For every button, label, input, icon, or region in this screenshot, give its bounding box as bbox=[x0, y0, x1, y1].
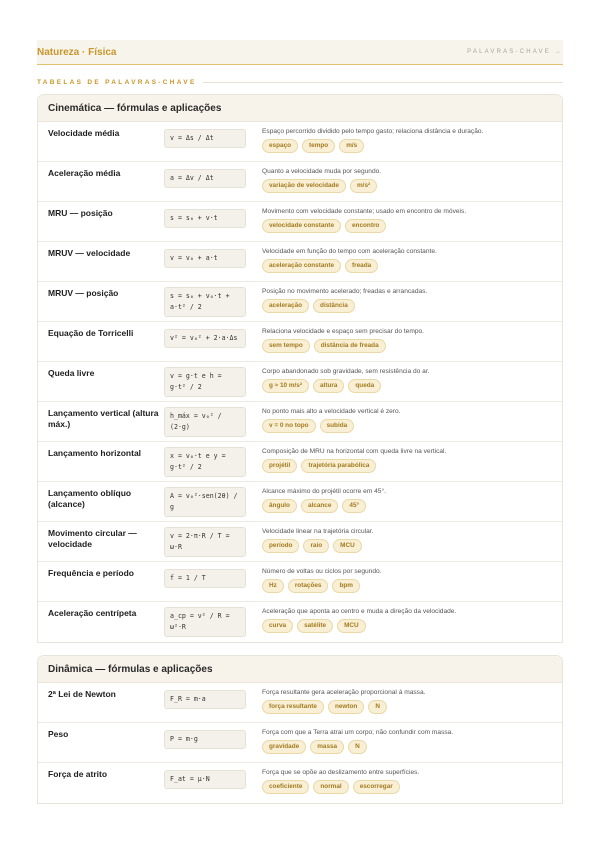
formula-code: a_cp = v² / R = ω²·R bbox=[164, 607, 246, 637]
formula-code: h_máx = v₀² / (2·g) bbox=[164, 407, 246, 437]
keyword-tag: newton bbox=[328, 700, 364, 714]
table-row bbox=[38, 282, 562, 322]
table-row bbox=[38, 602, 562, 642]
description-cell bbox=[260, 723, 562, 762]
description-cell bbox=[260, 162, 562, 201]
keyword-tag: Hz bbox=[262, 579, 284, 593]
card-title: Cinemática — fórmulas e aplicações bbox=[38, 95, 562, 122]
term-label: Lançamento oblíquo (alcance) bbox=[48, 488, 132, 509]
description-text: Movimento com velocidade constante; usado em encontro de móveis. bbox=[262, 208, 467, 215]
description-cell bbox=[260, 683, 562, 722]
keyword-tag: distância de freada bbox=[314, 339, 386, 353]
description-cell bbox=[260, 562, 562, 601]
keyword-tag: aceleração constante bbox=[262, 259, 341, 273]
term-label: Queda livre bbox=[48, 368, 95, 378]
table-row bbox=[38, 723, 562, 763]
keyword-tag: m/s² bbox=[350, 179, 377, 193]
term-label: Aceleração média bbox=[48, 168, 121, 178]
formula-code: v² = v₀² + 2·a·Δs bbox=[164, 329, 246, 348]
keyword-tag: 45° bbox=[342, 499, 366, 513]
description-text: Quanto a velocidade muda por segundo. bbox=[262, 168, 382, 175]
description-text: Aceleração que aponta ao centro e muda a direção da velocidade. bbox=[262, 608, 457, 615]
keyword-tag: trajetória parabólica bbox=[301, 459, 376, 473]
keyword-tag: ângulo bbox=[262, 499, 297, 513]
table-row bbox=[38, 362, 562, 402]
term-label: MRUV — velocidade bbox=[48, 248, 131, 258]
description-cell bbox=[260, 442, 562, 481]
tag-list bbox=[262, 619, 562, 633]
tag-list bbox=[262, 700, 562, 714]
description-text: Força com que a Terra atrai um corpo; não confundir com massa. bbox=[262, 729, 454, 736]
description-cell bbox=[260, 522, 562, 561]
keyword-tag: espaço bbox=[262, 139, 298, 153]
formula-cell bbox=[164, 763, 260, 803]
description-text: Corpo abandonado sob gravidade, sem resistência do ar. bbox=[262, 368, 430, 375]
formula-code: v = Δs / Δt bbox=[164, 129, 246, 148]
description-cell bbox=[260, 282, 562, 321]
formula-code: v = 2·π·R / T = ω·R bbox=[164, 527, 246, 557]
formula-cell bbox=[164, 562, 260, 601]
keyword-tag: tempo bbox=[302, 139, 335, 153]
description-text: Força que se opõe ao deslizamento entre superfícies. bbox=[262, 769, 420, 776]
keyword-tag: encontro bbox=[345, 219, 386, 233]
table-row bbox=[38, 763, 562, 803]
formula-code: F_R = m·a bbox=[164, 690, 246, 709]
formula-code: s = s₀ + v·t bbox=[164, 209, 246, 228]
term-label: Frequência e período bbox=[48, 568, 134, 578]
keyword-tag: raio bbox=[303, 539, 329, 553]
tag-list bbox=[262, 780, 562, 794]
table-row bbox=[38, 122, 562, 162]
keyword-tag: bpm bbox=[332, 579, 360, 593]
keyword-table-card bbox=[37, 94, 563, 643]
keyword-tag: normal bbox=[313, 780, 348, 794]
table-row bbox=[38, 322, 562, 362]
tag-list bbox=[262, 379, 562, 393]
keyword-tag: subida bbox=[320, 419, 355, 433]
keyword-tag: velocidade constante bbox=[262, 219, 341, 233]
table-row bbox=[38, 162, 562, 202]
formula-code: P = m·g bbox=[164, 730, 246, 749]
description-text: Posição no movimento acelerado; freadas e arrancadas. bbox=[262, 288, 428, 295]
keyword-tag: gravidade bbox=[262, 740, 306, 754]
tag-list bbox=[262, 339, 562, 353]
term-label: Lançamento vertical (altura máx.) bbox=[48, 408, 159, 429]
description-cell bbox=[260, 763, 562, 803]
keyword-tag: N bbox=[348, 740, 367, 754]
keyword-tag: distância bbox=[313, 299, 355, 313]
keyword-tag: coeficiente bbox=[262, 780, 309, 794]
keyword-tag: sem tempo bbox=[262, 339, 310, 353]
table-row bbox=[38, 482, 562, 522]
formula-cell bbox=[164, 242, 260, 281]
term-label: Equação de Torricelli bbox=[48, 328, 134, 338]
term-label: Velocidade média bbox=[48, 128, 120, 138]
tag-list bbox=[262, 419, 562, 433]
tag-list bbox=[262, 499, 562, 513]
description-cell bbox=[260, 602, 562, 642]
table-row bbox=[38, 683, 562, 723]
formula-cell bbox=[164, 602, 260, 642]
keyword-tag: força resultante bbox=[262, 700, 324, 714]
keyword-tag: MCU bbox=[333, 539, 362, 553]
keyword-tag: alcance bbox=[301, 499, 338, 513]
page bbox=[37, 40, 563, 804]
keyword-tag: aceleração bbox=[262, 299, 309, 313]
keyword-tag: altura bbox=[313, 379, 344, 393]
section-title bbox=[37, 79, 563, 86]
description-cell bbox=[260, 362, 562, 401]
keywords-link[interactable]: PALAVRAS-CHAVE → bbox=[467, 49, 563, 55]
description-text: Relaciona velocidade e espaço sem precisar do tempo. bbox=[262, 328, 425, 335]
keyword-tag: rotações bbox=[288, 579, 329, 593]
keyword-tag: freada bbox=[345, 259, 378, 273]
keyword-tag: satélite bbox=[297, 619, 333, 633]
formula-code: v = v₀ + a·t bbox=[164, 249, 246, 268]
formula-code: s = s₀ + v₀·t + a·t² / 2 bbox=[164, 287, 246, 317]
term-label: Lançamento horizontal bbox=[48, 448, 142, 458]
formula-cell bbox=[164, 683, 260, 722]
description-text: Alcance máximo do projétil ocorre em 45°. bbox=[262, 488, 386, 495]
keyword-table-card bbox=[37, 655, 563, 804]
formula-cell bbox=[164, 202, 260, 241]
term-label: Aceleração centrípeta bbox=[48, 608, 137, 618]
table-row bbox=[38, 442, 562, 482]
cards-container bbox=[37, 94, 563, 804]
term-label: MRU — posição bbox=[48, 208, 113, 218]
description-text: No ponto mais alto a velocidade vertical é zero. bbox=[262, 408, 401, 415]
subject-label: Natureza · Física bbox=[37, 46, 117, 58]
term-label: Força de atrito bbox=[48, 769, 108, 779]
formula-cell bbox=[164, 522, 260, 561]
description-cell bbox=[260, 402, 562, 441]
tag-list bbox=[262, 259, 562, 273]
description-text: Número de voltas ou ciclos por segundo. bbox=[262, 568, 382, 575]
formula-cell bbox=[164, 723, 260, 762]
tag-list bbox=[262, 740, 562, 754]
tag-list bbox=[262, 459, 562, 473]
table-row bbox=[38, 202, 562, 242]
formula-cell bbox=[164, 442, 260, 481]
description-text: Força resultante gera aceleração proporcional à massa. bbox=[262, 689, 426, 696]
description-text: Composição de MRU na horizontal com queda livre na vertical. bbox=[262, 448, 447, 455]
formula-code: a = Δv / Δt bbox=[164, 169, 246, 188]
table-row bbox=[38, 522, 562, 562]
description-cell bbox=[260, 482, 562, 521]
term-label: Movimento circular — velocidade bbox=[48, 528, 137, 549]
tag-list bbox=[262, 539, 562, 553]
formula-cell bbox=[164, 282, 260, 321]
formula-cell bbox=[164, 362, 260, 401]
formula-code: f = 1 / T bbox=[164, 569, 246, 588]
keyword-tag: g ≈ 10 m/s² bbox=[262, 379, 309, 393]
description-cell bbox=[260, 122, 562, 161]
formula-cell bbox=[164, 122, 260, 161]
table-row bbox=[38, 242, 562, 282]
formula-cell bbox=[164, 402, 260, 441]
keyword-tag: curva bbox=[262, 619, 293, 633]
keyword-tag: queda bbox=[348, 379, 381, 393]
description-cell bbox=[260, 242, 562, 281]
tag-list bbox=[262, 299, 562, 313]
top-bar bbox=[37, 40, 563, 65]
keyword-tag: projétil bbox=[262, 459, 297, 473]
table-row bbox=[38, 402, 562, 442]
keyword-tag: período bbox=[262, 539, 299, 553]
keyword-tag: m/s bbox=[339, 139, 364, 153]
table-row bbox=[38, 562, 562, 602]
tag-list bbox=[262, 219, 562, 233]
card-title: Dinâmica — fórmulas e aplicações bbox=[38, 656, 562, 683]
tag-list bbox=[262, 179, 562, 193]
keyword-tag: variação de velocidade bbox=[262, 179, 346, 193]
formula-code: F_at = μ·N bbox=[164, 770, 246, 789]
keyword-tag: escorregar bbox=[353, 780, 400, 794]
formula-code: A = v₀²·sen(2θ) / g bbox=[164, 487, 246, 517]
description-text: Espaço percorrido dividido pelo tempo gasto; relaciona distância e duração. bbox=[262, 128, 484, 135]
tag-list bbox=[262, 139, 562, 153]
formula-code: x = v₀·t e y = g·t² / 2 bbox=[164, 447, 246, 477]
term-label: MRUV — posição bbox=[48, 288, 119, 298]
formula-cell bbox=[164, 162, 260, 201]
term-label: 2ª Lei de Newton bbox=[48, 689, 116, 699]
formula-code: v = g·t e h = g·t² / 2 bbox=[164, 367, 246, 397]
formula-cell bbox=[164, 482, 260, 521]
section-title-text: TABELAS DE PALAVRAS-CHAVE bbox=[37, 79, 197, 86]
keyword-tag: massa bbox=[310, 740, 344, 754]
description-cell bbox=[260, 322, 562, 361]
keyword-tag: MCU bbox=[337, 619, 366, 633]
term-label: Peso bbox=[48, 729, 69, 739]
tag-list bbox=[262, 579, 562, 593]
description-text: Velocidade em função do tempo com aceleração constante. bbox=[262, 248, 437, 255]
description-cell bbox=[260, 202, 562, 241]
description-text: Velocidade linear na trajetória circular. bbox=[262, 528, 374, 535]
keyword-tag: v = 0 no topo bbox=[262, 419, 316, 433]
formula-cell bbox=[164, 322, 260, 361]
section-divider bbox=[203, 82, 563, 83]
keyword-tag: N bbox=[368, 700, 387, 714]
